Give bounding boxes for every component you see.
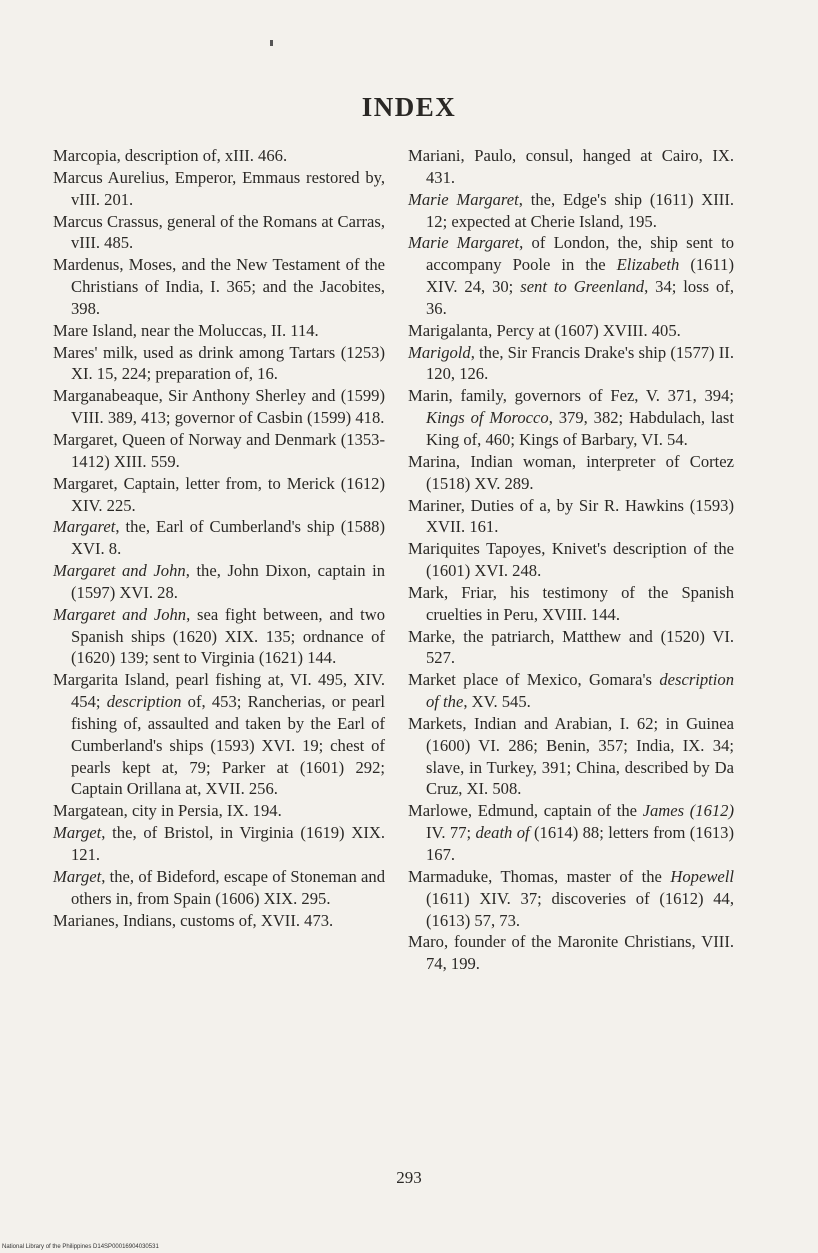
index-entry [408,495,734,539]
index-entry [408,451,734,495]
entry-text: Margaret, Captain, letter from, to Merick (1612) XIV. 225. [53,473,385,515]
index-entry [408,342,734,386]
entry-text: , of London, the, ship sent to accompany Poole in the [426,233,734,275]
entry-italic-text: James (1612) [642,801,734,821]
index-entry [53,473,385,517]
index-entry [408,866,734,932]
index-entry [408,713,734,800]
entry-text: , the, of Bristol, in Virginia (1619) XIX. 121. [71,823,385,864]
entry-text: , the, Earl of Cumberland's ship (1588) XVI. 8. [71,517,385,559]
index-entry [53,910,385,932]
entry-text: Marianes, Indians, customs of, XVII. 473. [53,910,334,930]
index-entry [408,800,734,866]
entry-text: Marcopia, description of, xIII. 466. [53,146,288,165]
entry-text: Marmaduke, Thomas, master of the [408,866,671,886]
print-speck [270,40,273,46]
entry-italic-text: Marigold [408,342,471,362]
entry-text: Maro, founder of the Maronite Christians, VIII. 74, 199. [408,932,734,974]
entry-text: Mares' milk, used as drink among Tartars (1253) XI. 15, 224; preparation of, 16. [53,342,385,384]
entry-text: , sea fight between, and two Spanish ships (1620) XIX. 135; ordnance of (1620) 139; sent to Virginia (1621) 144. [71,604,385,668]
index-entry [53,145,385,167]
index-entry [408,320,734,342]
index-entry [53,385,385,429]
entry-text: Markets, Indian and Arabian, I. 62; in Guinea (1600) VI. 286; Benin, 357; India, IX. 34; slave, in Turkey, 391; China, described by Da Cruz, XI. 508. [408,713,734,799]
entry-text: Market place of Mexico, Gomara's [408,670,660,690]
entry-italic-text: description [106,692,182,712]
library-footer: National Library of the Philippines D14SP00016904030531 [2,1244,159,1250]
index-column-left [53,145,385,931]
index-entry [408,626,734,670]
entry-italic-text: Marget [53,866,102,886]
index-entry [408,538,734,582]
index-entry [53,516,385,560]
index-entry [408,189,734,233]
entry-text: Marcus Aurelius, Emperor, Emmaus restored by, vIII. 201. [53,167,385,209]
entry-text: , the, Sir Francis Drake's ship (1577) II. 120, 126. [426,342,734,384]
entry-italic-text: Margaret and John [53,604,187,624]
entry-text: , the, John Dixon, captain in (1597) XVI. 28. [71,561,385,602]
entry-text: (1611) XIV. 24, 30; [426,255,734,297]
entry-text: Marke, the patriarch, Matthew and (1520) VI. 527. [408,626,734,668]
index-entry [408,232,734,319]
index-entry [53,822,385,866]
entry-italic-text: Hopewell [670,866,734,886]
entry-text: Mardenus, Moses, and the New Testament of the Christians of India, I. 365; and the Jacobites, 398. [53,255,385,318]
entry-text: (1611) XIV. 37; discoveries of (1612) 44, (1613) 57, 73. [426,888,734,930]
entry-text: Margatean, city in Persia, IX. 194. [53,801,282,821]
index-entry [53,320,385,342]
entry-text: Margarita Island, pearl fishing at, VI. 495, XIV. 454; [53,670,385,712]
entry-text: Mariquites Tapoyes, Knivet's description of the (1601) XVI. 248. [408,539,734,581]
index-entry [53,342,385,386]
index-entry [53,669,385,800]
entry-text: , the, of Bideford, escape of Stoneman and others in, from Spain (1606) XIX. 295. [71,866,385,908]
index-entry [53,866,385,910]
entry-text: Margaret, Queen of Norway and Denmark (1353-1412) XIII. 559. [53,429,385,471]
entry-text: of, 453; Rancherias, or pearl fishing of, assaulted and taken by the Earl of Cumberland's ships (1593) XVI. 19; chest of pearls kept at, 79; Parker at (1601) 292; Captain Orillana at, XVII. 256. [71,692,385,799]
entry-text: , 34; loss of, 36. [426,277,734,318]
entry-italic-text: Marie Margaret [408,189,519,209]
entry-text: , the, Edge's ship (1611) XIII. 12; expected at Cherie Island, 195. [426,189,734,231]
index-entry [408,145,734,189]
index-entry [53,604,385,670]
index-entry [53,560,385,604]
entry-text: IV. 77; [426,823,476,843]
entry-text: Marigalanta, Percy at (1607) XVIII. 405. [408,320,681,340]
entry-text: (1614) 88; letters from (1613) 167. [426,823,734,864]
index-entry [408,669,734,713]
entry-text: Mariani, Paulo, consul, hanged at Cairo, IX. 431. [408,146,734,187]
index-entry [408,582,734,626]
page-title: INDEX [361,92,457,122]
entry-text: Mariner, Duties of a, by Sir R. Hawkins (1593) XVII. 161. [408,495,734,537]
entry-text: , 379, 382; Habdulach, last King of, 460; Kings of Barbary, VI. 54. [426,408,735,449]
index-entry [53,429,385,473]
index-entry [408,385,734,451]
entry-italic-text: Elizabeth [616,255,680,275]
entry-text: , XV. 545. [463,692,531,712]
entry-text: Mark, Friar, his testimony of the Spanish cruelties in Peru, XVIII. 144. [408,582,734,624]
entry-italic-text: Margaret and John [53,561,186,581]
index-column-right [408,145,734,975]
index-entry [408,931,734,975]
entry-italic-text: death of [475,823,530,843]
entry-italic-text: description of the [426,670,734,712]
entry-italic-text: sent to Greenland [520,277,645,297]
index-entry [53,167,385,211]
entry-italic-text: Kings of Morocco [426,408,549,428]
entry-text: Marina, Indian woman, interpreter of Cortez (1518) XV. 289. [408,451,734,493]
index-entry [53,211,385,255]
entry-text: Marganabeaque, Sir Anthony Sherley and (1599) VIII. 389, 413; governor of Casbin (1599) 418. [53,386,385,428]
index-entry [53,800,385,822]
entry-italic-text: Marie Margaret [408,233,520,253]
entry-text: Mare Island, near the Moluccas, II. 114. [53,320,319,340]
entry-italic-text: Margaret [53,517,116,537]
index-entry [53,254,385,320]
page-number: 293 [396,1168,422,1187]
entry-text: Marin, family, governors of Fez, V. 371, 394; [408,386,734,406]
entry-text: Marlowe, Edmund, captain of the [408,801,643,821]
entry-text: Marcus Crassus, general of the Romans at Carras, vIII. 485. [53,211,385,253]
entry-italic-text: Marget [53,823,102,843]
